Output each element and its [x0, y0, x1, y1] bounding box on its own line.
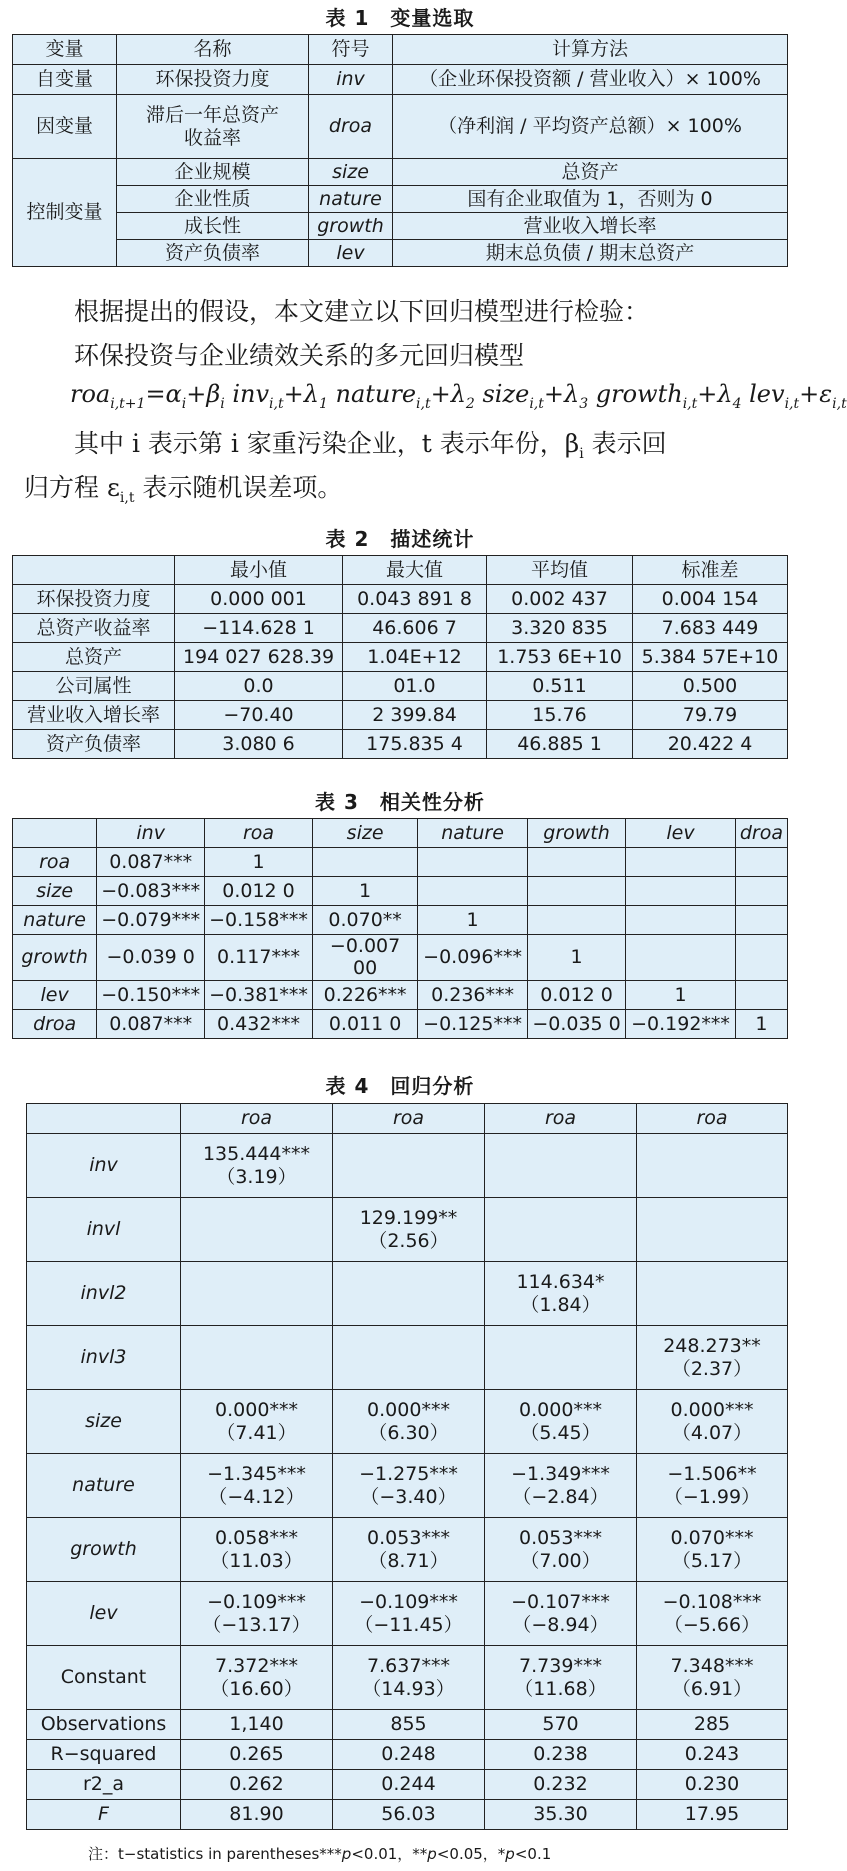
regression-cell	[333, 1326, 485, 1390]
table2-header	[13, 556, 175, 585]
table-cell: 0.262	[181, 1770, 333, 1800]
variable-symbol: growth	[309, 213, 393, 240]
variable-symbol: lev	[309, 240, 393, 267]
table3-caption: 表 3 相关性分析	[315, 790, 485, 814]
table3-header: nature	[418, 819, 528, 848]
variable-symbol: size	[309, 159, 393, 186]
table-cell: 56.03	[333, 1800, 485, 1830]
regression-cell	[637, 1582, 788, 1646]
table-cell: 1.04E+12	[343, 643, 487, 672]
t-statistic: （6.30）	[368, 1421, 449, 1444]
variable-method: 期末总负债 / 期末总资产	[393, 240, 788, 267]
table-cell: −0.381***	[205, 980, 313, 1009]
table-cell: 0.236***	[418, 980, 528, 1009]
table1-header: 变量	[13, 35, 117, 65]
table-cell	[626, 935, 736, 981]
table-cell: 35.30	[485, 1800, 637, 1830]
coefficient: 0.000***	[367, 1399, 450, 1422]
table-row	[27, 1518, 788, 1582]
coefficient: −1.345***	[207, 1463, 306, 1486]
coefficient: 7.739***	[519, 1655, 602, 1678]
row-label: 总资产收益率	[13, 614, 175, 643]
variable-group: 自变量	[13, 65, 117, 95]
coefficient: −0.108***	[662, 1591, 762, 1614]
t-statistic: （3.19）	[216, 1165, 297, 1188]
table3-header: growth	[527, 819, 625, 848]
regression-cell	[485, 1518, 637, 1582]
table-cell: 1,140	[181, 1710, 333, 1740]
table1-row	[13, 186, 788, 213]
table-row	[27, 1454, 788, 1518]
variable-name: 企业性质	[117, 186, 309, 213]
table-cell: 0.226***	[312, 980, 417, 1009]
row-label: nature	[27, 1454, 181, 1518]
table2	[12, 555, 788, 759]
table1-row	[13, 213, 788, 240]
table3-header-row	[13, 819, 788, 848]
variable-method: 国有企业取值为 1，否则为 0	[393, 186, 788, 213]
regression-cell	[485, 1646, 637, 1710]
t-statistic: （5.17）	[671, 1549, 753, 1572]
table-cell: 194 027 628.39	[175, 643, 343, 672]
regression-cell	[333, 1454, 485, 1518]
table-cell	[626, 877, 736, 906]
regression-cell	[333, 1518, 485, 1582]
text-line: 根据提出的假设，本文建立以下回归模型进行检验：	[74, 297, 650, 326]
regression-cell	[181, 1262, 333, 1326]
table-cell: −0.150***	[97, 980, 205, 1009]
table-row	[13, 730, 788, 759]
table-cell	[527, 906, 625, 935]
table-cell	[735, 935, 787, 981]
table-cell: 46.606 7	[343, 614, 487, 643]
text-line: 环保投资与企业绩效关系的多元回归模型	[74, 341, 525, 370]
table2-header: 标准差	[633, 556, 788, 585]
table-row	[13, 877, 788, 906]
table-cell	[418, 848, 528, 877]
table4-header	[27, 1104, 181, 1134]
table2-header: 最小值	[175, 556, 343, 585]
table1-row	[13, 159, 788, 186]
t-statistic: （−8.94）	[512, 1613, 609, 1636]
table-cell: 0.232	[485, 1770, 637, 1800]
table-cell: −70.40	[175, 701, 343, 730]
table-cell: 5.384 57E+10	[633, 643, 788, 672]
regression-cell	[485, 1262, 637, 1326]
table-row	[27, 1134, 788, 1198]
row-label: lev	[13, 980, 97, 1009]
table-row	[27, 1582, 788, 1646]
table-cell: 01.0	[343, 672, 487, 701]
coefficient: 0.000***	[670, 1399, 754, 1422]
table-cell	[626, 906, 736, 935]
regression-cell	[637, 1390, 788, 1454]
regression-cell	[637, 1454, 788, 1518]
table-row	[13, 643, 788, 672]
table-cell: 0.043 891 8	[343, 585, 487, 614]
row-label: invl2	[27, 1262, 181, 1326]
table-cell: 17.95	[637, 1800, 788, 1830]
table-row	[27, 1262, 788, 1326]
table-cell: 855	[333, 1710, 485, 1740]
table1-header: 名称	[117, 35, 309, 65]
row-label: invl	[27, 1198, 181, 1262]
table3-header: roa	[205, 819, 313, 848]
regression-cell	[637, 1646, 788, 1710]
regression-formula: $roa_{i,t+1}=\alpha_i+\beta_i$ $inv_{i,t}+\lambda_1$ $nature_{i,t}+\lambda_2$ $size_{i,t}+\lambda_3$ $growth_{i,t}+\lambda_4$ $lev_{i,t}+\varepsilon_{i,t}$	[70, 380, 847, 412]
regression-cell	[485, 1390, 637, 1454]
table-row	[13, 935, 788, 981]
table4-header: roa	[485, 1104, 637, 1134]
row-label: size	[27, 1390, 181, 1454]
t-statistic: （1.84）	[520, 1293, 601, 1316]
table3	[12, 818, 788, 1039]
variable-method: （净利润 / 平均资产总额）× 100%	[393, 95, 788, 159]
table-cell: 1.753 6E+10	[487, 643, 633, 672]
table4-header: roa	[181, 1104, 333, 1134]
table-cell	[735, 906, 787, 935]
regression-cell	[181, 1582, 333, 1646]
table-cell: 0.011 0	[312, 1009, 417, 1038]
t-statistic: （2.56）	[368, 1229, 449, 1252]
table-cell: −0.035 0	[527, 1009, 625, 1038]
table-cell: 0.511	[487, 672, 633, 701]
table-row	[13, 906, 788, 935]
t-statistic: （−5.66）	[663, 1613, 761, 1636]
table3-header	[13, 819, 97, 848]
table-cell: 81.90	[181, 1800, 333, 1830]
t-statistic: （8.71）	[368, 1549, 449, 1572]
regression-cell	[333, 1134, 485, 1198]
regression-cell	[181, 1198, 333, 1262]
coefficient: 7.637***	[367, 1655, 450, 1678]
row-label: invl3	[27, 1326, 181, 1390]
regression-cell	[637, 1518, 788, 1582]
coefficient: 0.070***	[670, 1527, 754, 1550]
table-cell: 79.79	[633, 701, 788, 730]
t-statistic: （14.93）	[362, 1677, 455, 1700]
table4-note: 注：t−statistics in parentheses***p<0.01，**p<0.05，*p<0.1	[88, 1845, 552, 1863]
stat-row	[27, 1800, 788, 1830]
row-label: Constant	[27, 1646, 181, 1710]
coefficient: 0.058***	[215, 1527, 298, 1550]
coefficient: −0.109***	[359, 1591, 458, 1614]
table-row	[13, 701, 788, 730]
table-cell: 0.248	[333, 1740, 485, 1770]
variable-name: 环保投资力度	[117, 65, 309, 95]
coefficient: −1.275***	[359, 1463, 458, 1486]
row-label: 营业收入增长率	[13, 701, 175, 730]
row-label: Observations	[27, 1710, 181, 1740]
variable-symbol: nature	[309, 186, 393, 213]
regression-cell	[181, 1646, 333, 1710]
table-row	[13, 585, 788, 614]
variable-group: 控制变量	[13, 159, 117, 267]
variable-method: （企业环保投资额 / 营业收入）× 100%	[393, 65, 788, 95]
row-label: lev	[27, 1582, 181, 1646]
coefficient: 129.199**	[359, 1207, 458, 1230]
table-cell	[735, 877, 787, 906]
coefficient: 0.053***	[367, 1527, 450, 1550]
table-cell: 0.500	[633, 672, 788, 701]
table-cell: 0.238	[485, 1740, 637, 1770]
regression-cell	[181, 1390, 333, 1454]
row-label: droa	[13, 1009, 97, 1038]
t-statistic: （2.37）	[671, 1357, 753, 1380]
variable-name-line: 滞后一年总资产	[145, 104, 279, 127]
row-label: R−squared	[27, 1740, 181, 1770]
table1-row	[13, 65, 788, 95]
coefficient: −0.107***	[511, 1591, 610, 1614]
table1-caption: 表 1 变量选取	[325, 6, 475, 30]
table2-header: 最大值	[343, 556, 487, 585]
table-row	[13, 614, 788, 643]
coefficient: 248.273**	[663, 1335, 761, 1358]
t-statistic: （−11.45）	[354, 1613, 463, 1636]
row-label: size	[13, 877, 97, 906]
table-cell: 1	[527, 935, 625, 981]
text-line: 其中 i 表示第 i 家重污染企业，t 表示年份，$\beta_i$ 表示回	[74, 429, 667, 462]
table-cell: 0.244	[333, 1770, 485, 1800]
table4-header: roa	[333, 1104, 485, 1134]
variable-method: 营业收入增长率	[393, 213, 788, 240]
table-cell: 0.012 0	[527, 980, 625, 1009]
variable-name: 成长性	[117, 213, 309, 240]
table-row	[27, 1390, 788, 1454]
regression-cell	[485, 1454, 637, 1518]
row-label: nature	[13, 906, 97, 935]
variable-group: 因变量	[13, 95, 117, 159]
table-cell: −0.192***	[626, 1009, 736, 1038]
row-label: 公司属性	[13, 672, 175, 701]
table-cell: 0.004 154	[633, 585, 788, 614]
table-row	[27, 1646, 788, 1710]
t-statistic: （7.00）	[520, 1549, 601, 1572]
table-cell	[735, 848, 787, 877]
coefficient: 0.000***	[215, 1399, 298, 1422]
table-cell: 1	[205, 848, 313, 877]
coefficient: −0.109***	[207, 1591, 306, 1614]
table3-header: inv	[97, 819, 205, 848]
text-line: 归方程 $\varepsilon_{i,t}$ 表示随机误差项。	[24, 473, 343, 506]
table-cell: −0.125***	[418, 1009, 528, 1038]
t-statistic: （7.41）	[216, 1421, 297, 1444]
t-statistic: （6.91）	[671, 1677, 753, 1700]
table-cell: 0.0	[175, 672, 343, 701]
t-statistic: （5.45）	[520, 1421, 601, 1444]
row-label: growth	[27, 1518, 181, 1582]
variable-name: 资产负债率	[117, 240, 309, 267]
row-label: 总资产	[13, 643, 175, 672]
coefficient: 0.000***	[519, 1399, 602, 1422]
table3-header: droa	[735, 819, 787, 848]
row-label: growth	[13, 935, 97, 981]
table-cell: −0.007 00	[312, 935, 417, 981]
coefficient: −1.506**	[667, 1463, 757, 1486]
table4-header: roa	[637, 1104, 788, 1134]
coefficient: 7.348***	[670, 1655, 754, 1678]
table-row	[27, 1198, 788, 1262]
table-cell	[626, 848, 736, 877]
table-cell: 570	[485, 1710, 637, 1740]
row-label: r2_a	[27, 1770, 181, 1800]
t-statistic: （16.60）	[210, 1677, 303, 1700]
table-cell: 0.070**	[312, 906, 417, 935]
table-cell	[527, 877, 625, 906]
table-cell	[312, 848, 417, 877]
variable-method: 总资产	[393, 159, 788, 186]
table-cell	[735, 980, 787, 1009]
regression-cell	[637, 1134, 788, 1198]
regression-cell	[181, 1326, 333, 1390]
table-cell: 0.000 001	[175, 585, 343, 614]
table1-row	[13, 240, 788, 267]
regression-cell	[333, 1582, 485, 1646]
coefficient: 0.053***	[519, 1527, 602, 1550]
table-cell: 3.080 6	[175, 730, 343, 759]
table1-header: 计算方法	[393, 35, 788, 65]
row-label: F	[27, 1800, 181, 1830]
table-cell: −0.079***	[97, 906, 205, 935]
table-cell: −0.158***	[205, 906, 313, 935]
coefficient: 7.372***	[215, 1655, 298, 1678]
table-cell: 2 399.84	[343, 701, 487, 730]
table-cell: 3.320 835	[487, 614, 633, 643]
table-cell	[418, 877, 528, 906]
regression-cell	[333, 1646, 485, 1710]
table-row	[27, 1326, 788, 1390]
table-row	[13, 672, 788, 701]
t-statistic: （−13.17）	[202, 1613, 311, 1636]
table-cell: 7.683 449	[633, 614, 788, 643]
table-cell: −0.039 0	[97, 935, 205, 981]
table-cell: 1	[735, 1009, 787, 1038]
table-cell: 0.432***	[205, 1009, 313, 1038]
table-cell: 1	[418, 906, 528, 935]
table4	[26, 1103, 788, 1830]
body-text	[24, 292, 847, 512]
t-statistic: （11.03）	[210, 1549, 303, 1572]
table-cell: 0.087***	[97, 848, 205, 877]
table-cell: 46.885 1	[487, 730, 633, 759]
table3-header: size	[312, 819, 417, 848]
coefficient: 135.444***	[202, 1143, 311, 1166]
coefficient: 114.634*	[516, 1271, 605, 1294]
stat-row	[27, 1710, 788, 1740]
table4-header-row	[27, 1104, 788, 1134]
table-cell: 0.117***	[205, 935, 313, 981]
t-statistic: （−1.99）	[663, 1485, 761, 1508]
table3-header: lev	[626, 819, 736, 848]
table2-header-row	[13, 556, 788, 585]
table1-header: 符号	[309, 35, 393, 65]
variable-symbol: droa	[309, 95, 393, 159]
variable-symbol: inv	[309, 65, 393, 95]
coefficient: −1.349***	[511, 1463, 610, 1486]
table-cell: 1	[626, 980, 736, 1009]
table-row	[13, 1009, 788, 1038]
variable-name: 企业规模	[117, 159, 309, 186]
table1	[12, 34, 788, 267]
table-cell: 15.76	[487, 701, 633, 730]
table2-header: 平均值	[487, 556, 633, 585]
regression-cell	[485, 1582, 637, 1646]
table-row	[13, 980, 788, 1009]
t-statistic: （−3.40）	[360, 1485, 457, 1508]
variable-name-line: 收益率	[183, 126, 241, 149]
table-cell: −0.083***	[97, 877, 205, 906]
row-label: 环保投资力度	[13, 585, 175, 614]
table-cell: −0.096***	[418, 935, 528, 981]
table4-caption: 表 4 回归分析	[325, 1074, 475, 1098]
regression-cell	[637, 1326, 788, 1390]
table-cell	[527, 848, 625, 877]
table-cell: 0.230	[637, 1770, 788, 1800]
table-cell: 0.265	[181, 1740, 333, 1770]
regression-cell	[637, 1262, 788, 1326]
variable-name	[117, 95, 309, 159]
t-statistic: （4.07）	[671, 1421, 753, 1444]
table-cell: −114.628 1	[175, 614, 343, 643]
regression-cell	[181, 1134, 333, 1198]
table-cell: 175.835 4	[343, 730, 487, 759]
stat-row	[27, 1740, 788, 1770]
regression-cell	[485, 1326, 637, 1390]
table-row	[13, 848, 788, 877]
row-label: 资产负债率	[13, 730, 175, 759]
t-statistic: （−4.12）	[208, 1485, 305, 1508]
table-cell: 0.243	[637, 1740, 788, 1770]
regression-cell	[181, 1454, 333, 1518]
table-cell: 0.087***	[97, 1009, 205, 1038]
table-cell: 20.422 4	[633, 730, 788, 759]
row-label: roa	[13, 848, 97, 877]
table-cell: 1	[312, 877, 417, 906]
regression-cell	[485, 1198, 637, 1262]
stat-row	[27, 1770, 788, 1800]
table-cell: 0.012 0	[205, 877, 313, 906]
table-cell: 285	[637, 1710, 788, 1740]
t-statistic: （11.68）	[514, 1677, 607, 1700]
table2-caption: 表 2 描述统计	[325, 527, 475, 551]
table1-row	[13, 95, 788, 159]
row-label: inv	[27, 1134, 181, 1198]
table-cell: 0.002 437	[487, 585, 633, 614]
regression-cell	[485, 1134, 637, 1198]
regression-cell	[333, 1262, 485, 1326]
regression-cell	[181, 1518, 333, 1582]
t-statistic: （−2.84）	[512, 1485, 609, 1508]
regression-cell	[333, 1390, 485, 1454]
table1-header-row	[13, 35, 788, 65]
regression-cell	[637, 1198, 788, 1262]
regression-cell	[333, 1198, 485, 1262]
